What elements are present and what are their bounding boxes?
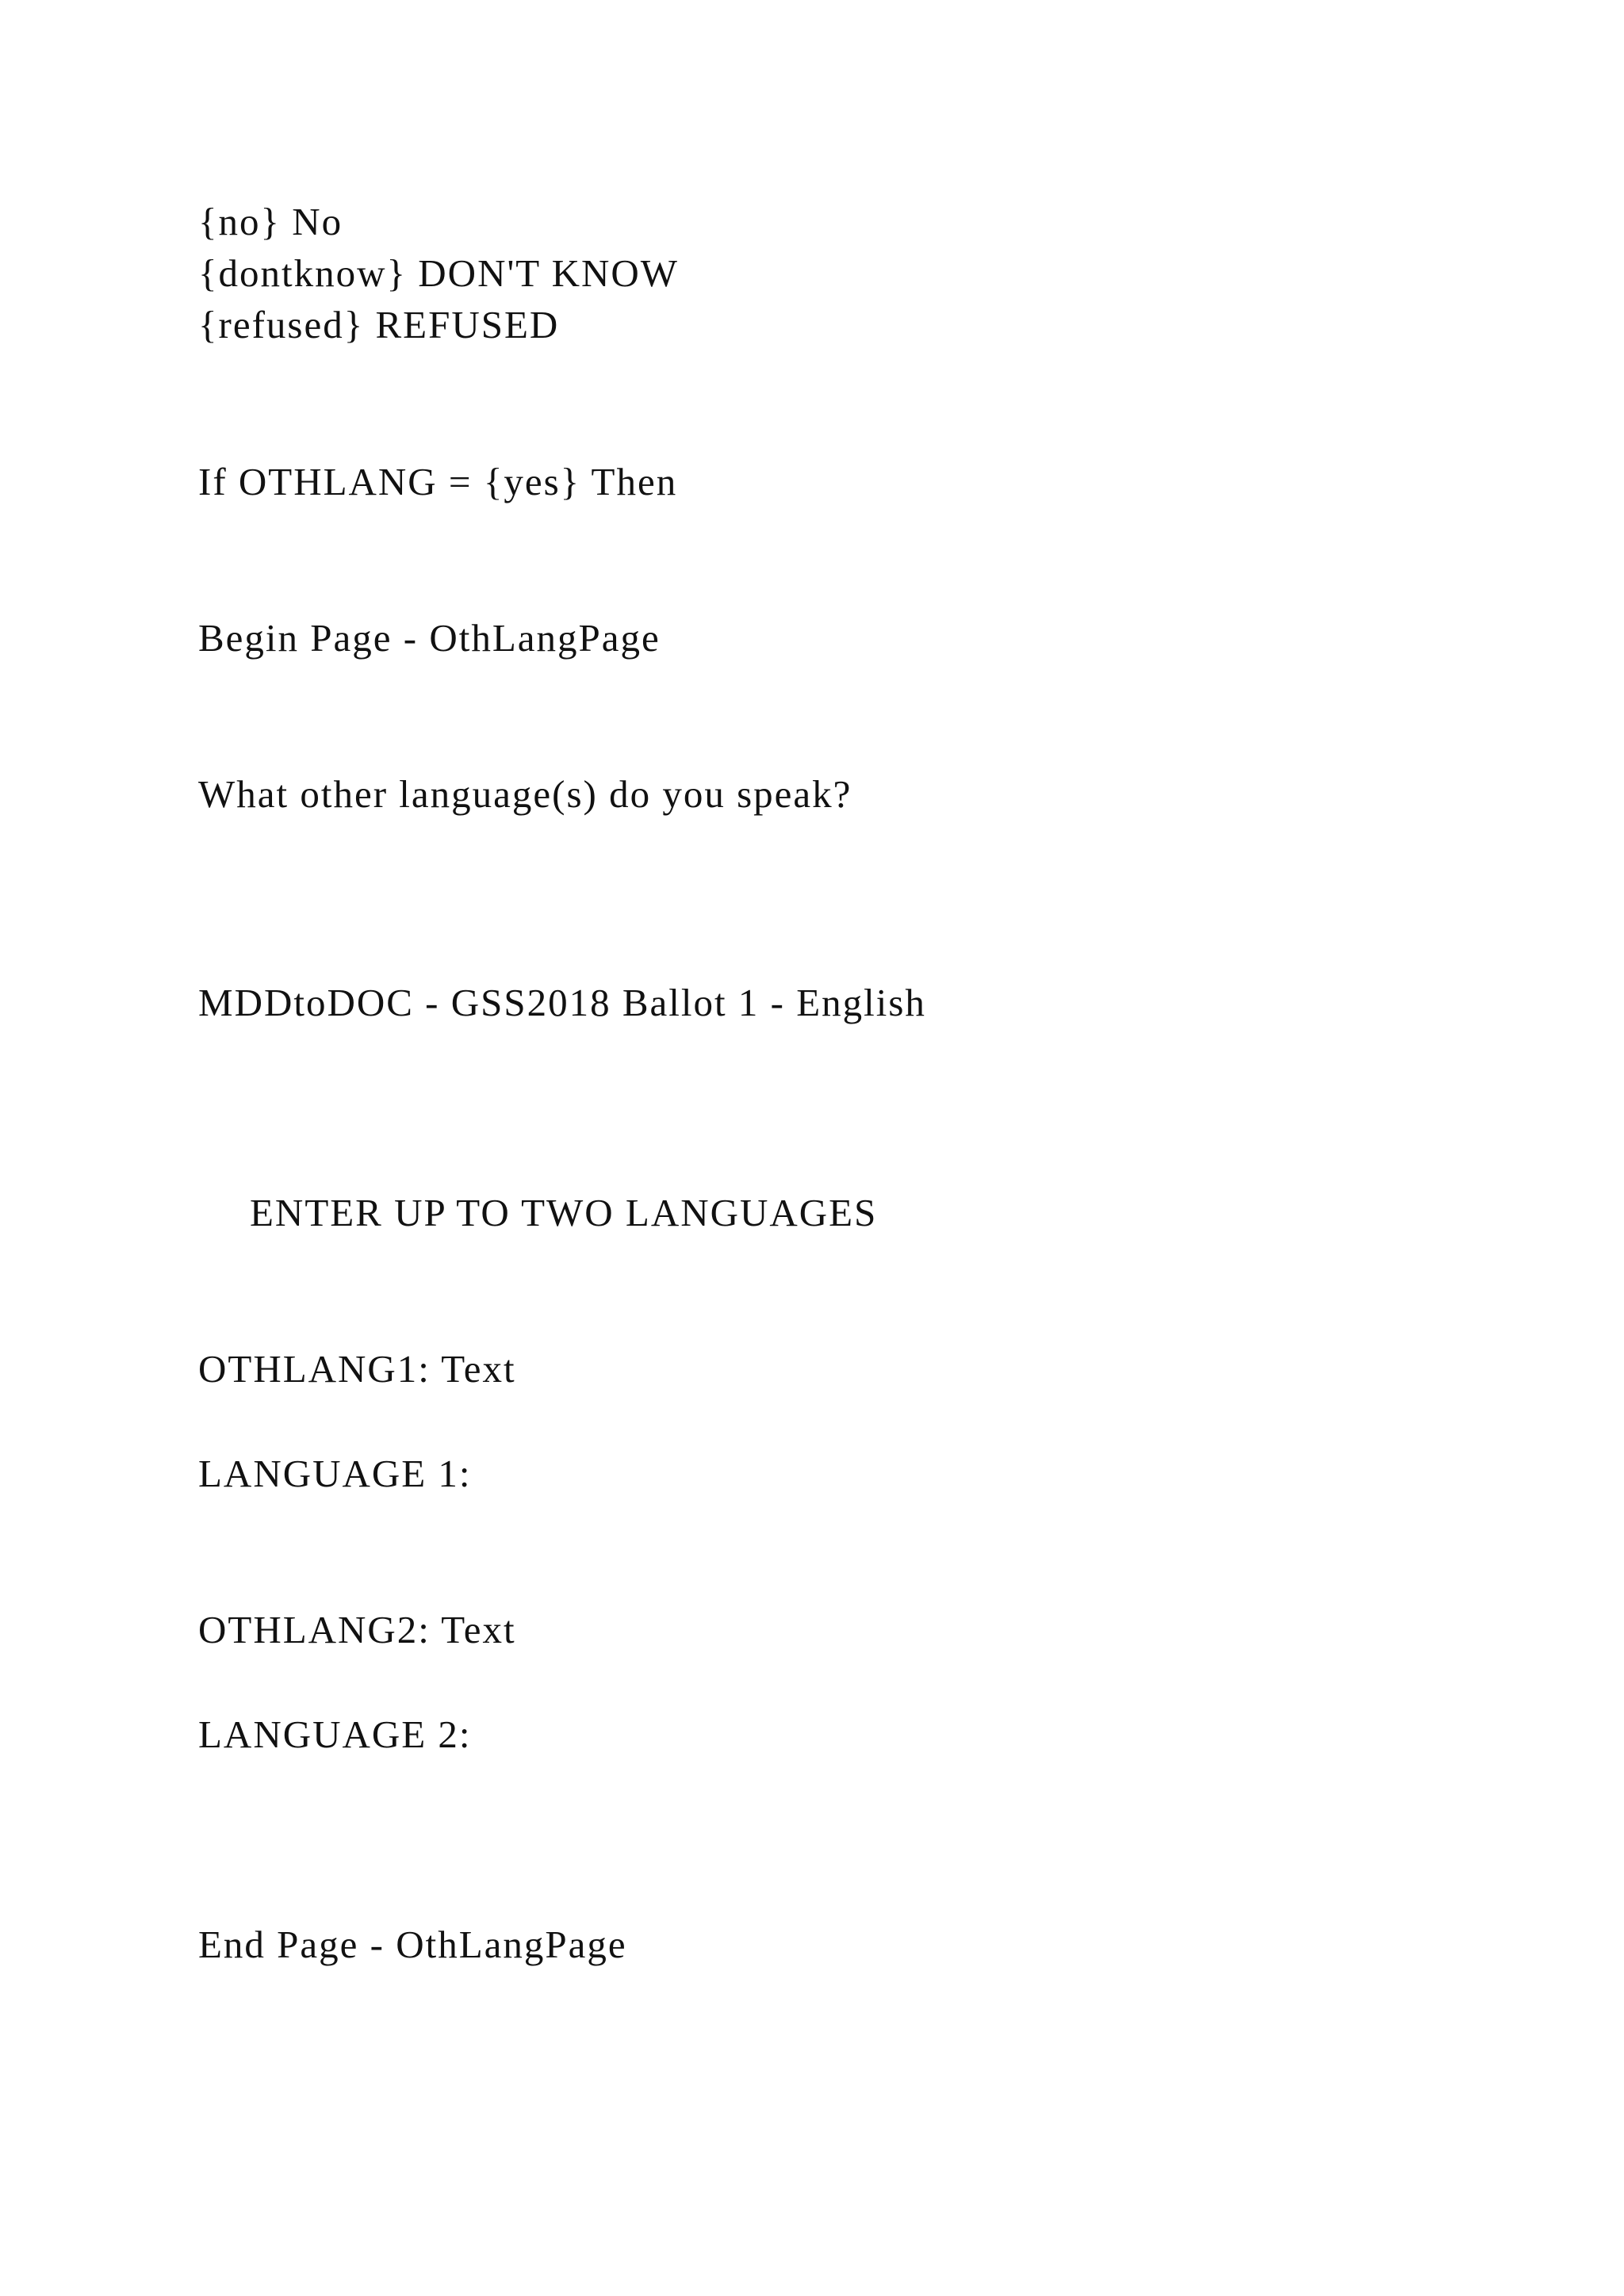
option-label: DON'T KNOW: [418, 251, 679, 295]
option-label: No: [292, 200, 343, 243]
option-code: {no}: [198, 200, 282, 243]
field-label-language-2: LANGUAGE 2:: [198, 1712, 472, 1756]
question-text: What other language(s) do you speak?: [198, 772, 852, 816]
page-begin-marker: Begin Page - OthLangPage: [198, 616, 661, 660]
field-variable-othlang2: OTHLANG2: Text: [198, 1608, 516, 1651]
response-option-refused: [198, 305, 559, 344]
option-label: REFUSED: [375, 303, 560, 346]
response-option-dontknow: [198, 251, 679, 295]
interviewer-instruction: ENTER UP TO TWO LANGUAGES: [250, 1191, 878, 1234]
field-variable-othlang1: OTHLANG1: Text: [198, 1347, 516, 1391]
option-code: {dontknow}: [198, 251, 408, 295]
response-option-no: [198, 202, 343, 241]
option-code: {refused}: [198, 303, 365, 346]
condition-statement: If OTHLANG = {yes} Then: [198, 460, 678, 503]
page-end-marker: End Page - OthLangPage: [198, 1923, 627, 1966]
document-header: MDDtoDOC - GSS2018 Ballot 1 - English: [198, 981, 926, 1024]
field-label-language-1: LANGUAGE 1:: [198, 1452, 472, 1495]
